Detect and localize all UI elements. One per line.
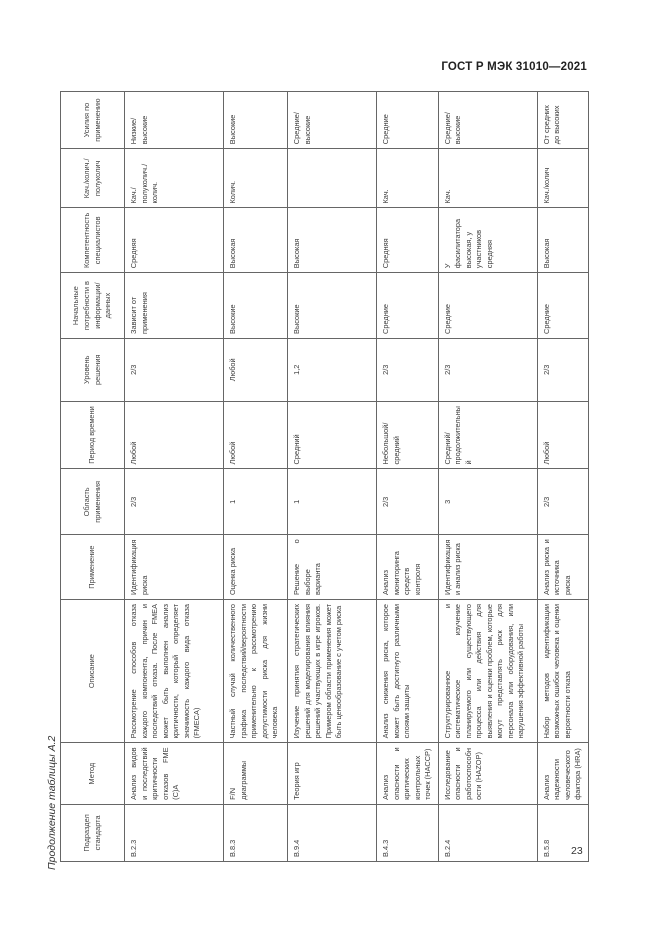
header-cell: Уровень решения — [61, 338, 125, 401]
cell-effort: Средние/высокие — [288, 92, 377, 149]
cell-scope: 2/3 — [377, 469, 439, 535]
cell-method: Анализ видов и последствий критичности отказов FME (C)A — [125, 743, 224, 804]
cell-application: Решение о выборе варианта — [288, 535, 377, 600]
cell-application: Идентификация риска — [125, 535, 224, 600]
header-cell: Период времени — [61, 401, 125, 469]
cell-method: F/N диаграммы — [224, 743, 288, 804]
cell-scope: 3 — [438, 469, 537, 535]
table-row — [125, 92, 224, 862]
header-cell: Усилия по применению — [61, 92, 125, 149]
cell-section: B.4.3 — [377, 804, 439, 861]
cell-section: B.2.4 — [438, 804, 537, 861]
cell-application: Идентификация и анализ риска — [438, 535, 537, 600]
cell-time: Любой — [224, 401, 288, 469]
cell-application: Анализ мониторинга средств контроля — [377, 535, 439, 600]
cell-description: Набор методов идентификации возможных ошибок человека и оценки вероятности отказа — [537, 599, 588, 742]
cell-section: B.9.4 — [288, 804, 377, 861]
header-cell: Подраздел стандарта — [61, 804, 125, 861]
header-cell: Компетентность специалистов — [61, 208, 125, 273]
cell-effort: Низкие/высокие — [125, 92, 224, 149]
cell-info: Средние — [537, 273, 588, 339]
cell-level: 2/3 — [125, 338, 224, 401]
table-caption: Продолжение таблицы А.2 — [46, 735, 58, 870]
cell-qual: Кач./колич — [537, 149, 588, 208]
cell-qual: Кач. — [377, 149, 439, 208]
cell-description: Частный случай количественного графика последствий/вероятности применительно к рассмотрению допустимости риска для жизни человека — [224, 599, 288, 742]
cell-method: Анализ надежности человеческого фактора (HRA) — [537, 743, 588, 804]
cell-qual: Кач./полуколич./колич. — [125, 149, 224, 208]
table-row — [288, 92, 377, 862]
table-row — [377, 92, 439, 862]
cell-expertise: Высокая — [224, 208, 288, 273]
cell-effort: Высокие — [224, 92, 288, 149]
cell-qual: Кач. — [438, 149, 537, 208]
table-header-row — [61, 92, 125, 862]
cell-method: Исследование опасности и работоспособности (HAZOP) — [438, 743, 537, 804]
table-row — [224, 92, 288, 862]
cell-level: 1,2 — [288, 338, 377, 401]
cell-scope: 1 — [224, 469, 288, 535]
header-cell: Описание — [61, 599, 125, 742]
cell-level: 2/3 — [537, 338, 588, 401]
cell-section: B.8.3 — [224, 804, 288, 861]
cell-info: Средние — [438, 273, 537, 339]
cell-time: Любой — [537, 401, 588, 469]
cell-expertise: У фасилитатора высокая, у участников средняя — [438, 208, 537, 273]
cell-effort: От средних до высоких — [537, 92, 588, 149]
cell-description: Структурированное и систематическое изучение планируемого или существующего процесса или действия для выявления и оценки проблем, которые могут представлять риск для персонала или оборудования, или нарушения эффективной работы — [438, 599, 537, 742]
methods-table — [60, 91, 589, 862]
cell-scope: 1 — [288, 469, 377, 535]
cell-info: Средние — [377, 273, 439, 339]
cell-expertise: Средняя — [377, 208, 439, 273]
cell-description: Анализ снижения риска, которое может быть достигнуто различными слоями защиты — [377, 599, 439, 742]
cell-qual: Колич. — [224, 149, 288, 208]
table-row — [537, 92, 588, 862]
cell-section: B.2.3 — [125, 804, 224, 861]
cell-expertise: Высокая — [537, 208, 588, 273]
cell-method: Анализ опасности и критических контрольных точек (HACCP) — [377, 743, 439, 804]
cell-scope: 2/3 — [125, 469, 224, 535]
table-row — [438, 92, 537, 862]
cell-time: Средний — [288, 401, 377, 469]
cell-application: Оценка риска — [224, 535, 288, 600]
cell-time: Любой — [125, 401, 224, 469]
cell-level: 2/3 — [438, 338, 537, 401]
header-cell: Кач./колич./полуколич — [61, 149, 125, 208]
page-number: 23 — [571, 845, 583, 857]
header-cell: Область применения — [61, 469, 125, 535]
header-cell: Применение — [61, 535, 125, 600]
header-cell: Начальные потребности в информации/данных — [61, 273, 125, 339]
cell-info: Зависит от применения — [125, 273, 224, 339]
document-header: ГОСТ Р МЭК 31010—2021 — [441, 61, 587, 73]
cell-expertise: Высокая — [288, 208, 377, 273]
cell-level: Любой — [224, 338, 288, 401]
cell-description: Изучение принятия стратегических решений для моделирования влияния решений участвующих в игре игроков. Примером области применения может быть ценообразование с учетом риска — [288, 599, 377, 742]
cell-effort: Средние/высокие — [438, 92, 537, 149]
cell-application: Анализ риска и источника риска — [537, 535, 588, 600]
cell-qual — [288, 149, 377, 208]
cell-method: Теория игр — [288, 743, 377, 804]
cell-time: Средний/продолжительный — [438, 401, 537, 469]
cell-description: Рассмотрение способов отказа каждого компонента, причин и последствий отказа. После FMEA может быть выполнен анализ критичности, который определяет значимость каждого вида отказа (FMECA) — [125, 599, 224, 742]
header-cell: Метод — [61, 743, 125, 804]
table-container — [60, 91, 583, 862]
cell-level: 2/3 — [377, 338, 439, 401]
cell-scope: 2/3 — [537, 469, 588, 535]
cell-time: Небольшой/средний — [377, 401, 439, 469]
cell-info: Высокие — [288, 273, 377, 339]
cell-effort: Средние — [377, 92, 439, 149]
cell-section: B.5.8 — [537, 804, 588, 861]
cell-info: Высокие — [224, 273, 288, 339]
cell-expertise: Средняя — [125, 208, 224, 273]
